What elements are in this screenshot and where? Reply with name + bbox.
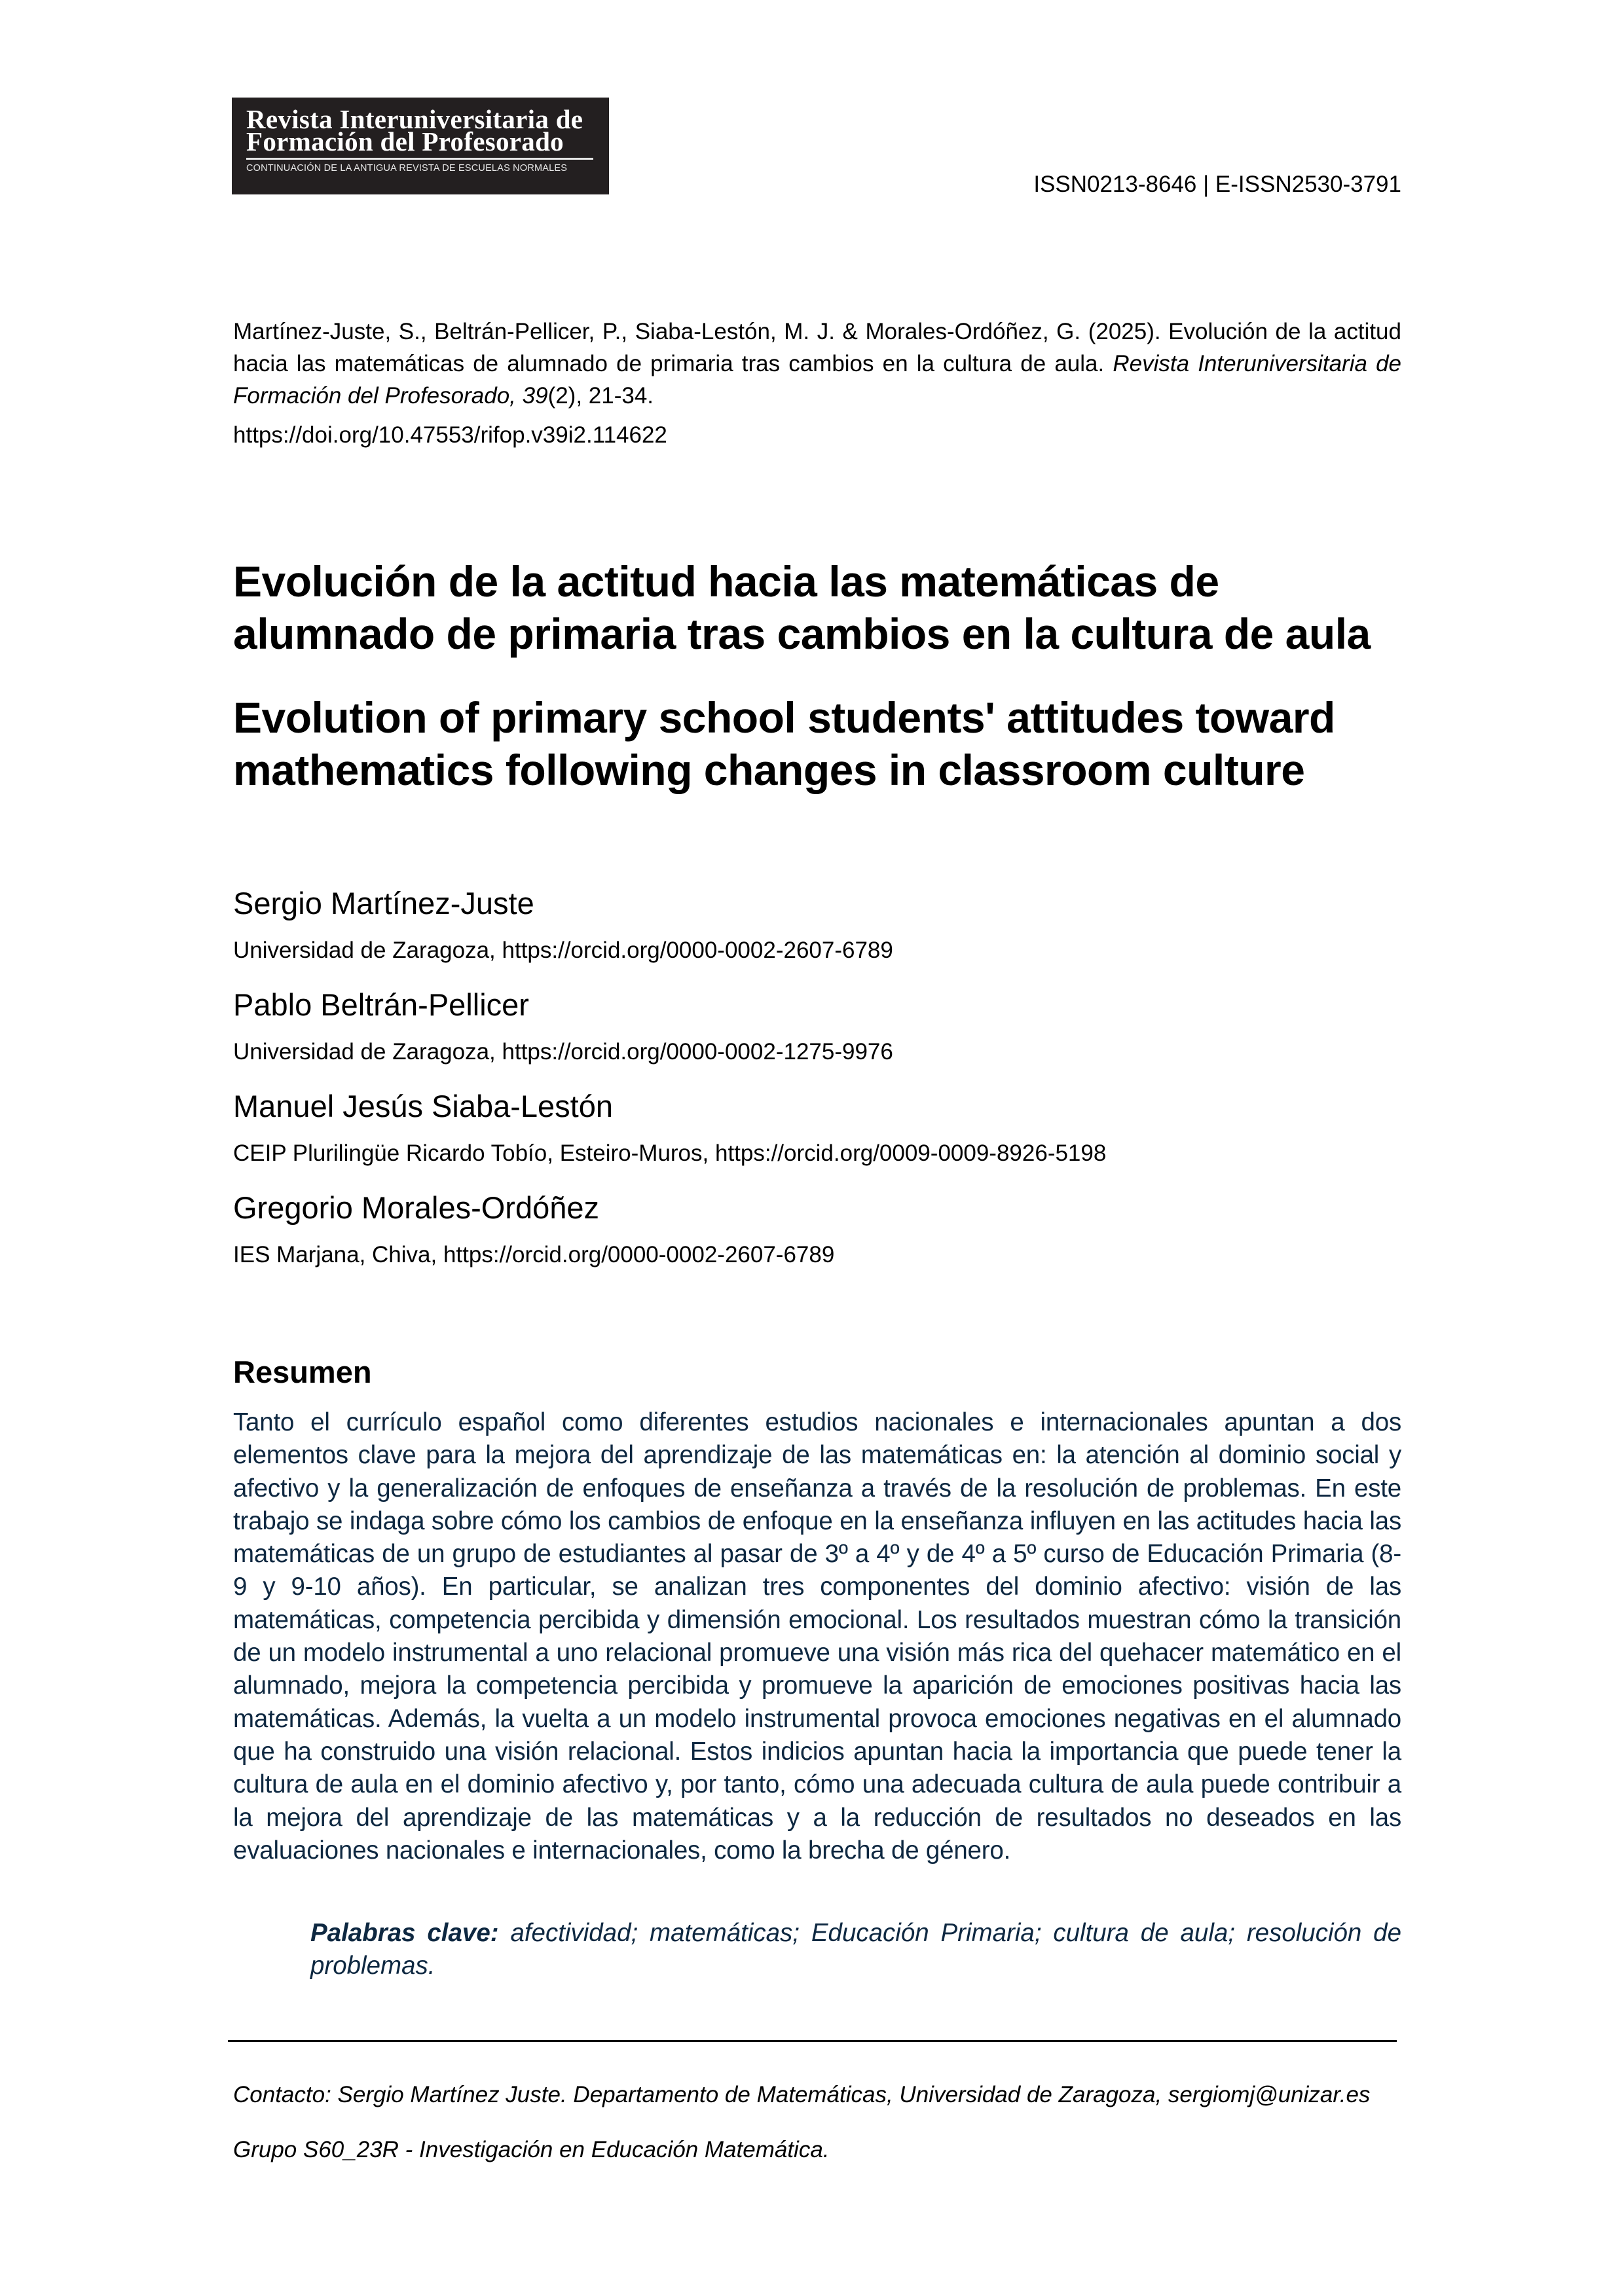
author-name-1: Sergio Martínez-Juste <box>233 886 534 920</box>
logo-divider <box>246 158 593 160</box>
author-name-4: Gregorio Morales-Ordóñez <box>233 1190 599 1225</box>
author-affiliation-2[interactable]: Universidad de Zaragoza, https://orcid.org/0000-0002-1275-9976 <box>233 1039 893 1065</box>
keywords-label: Palabras clave: <box>310 1919 499 1947</box>
citation-journal: Revista Interuniversitaria de Formación del Profesorado, <box>233 351 1401 409</box>
logo-title-line-2: Formación del Profesorado <box>246 126 564 156</box>
footer-contact: Contacto: Sergio Martínez Juste. Departamento de Matemáticas, Universidad de Zaragoza, sergiomj@unizar.es <box>233 2082 1371 2107</box>
author-affiliation-3[interactable]: CEIP Plurilingüe Ricardo Tobío, Esteiro-Muros, https://orcid.org/0009-0009-8926-5198 <box>233 1140 1107 1166</box>
keywords-list: afectividad; matemáticas; Educación Primaria; cultura de aula; resolución de problemas. <box>310 1919 1402 1980</box>
citation-issue-pages: (2), 21-34. <box>547 383 654 409</box>
citation-volume: 39 <box>522 383 548 409</box>
author-affiliation-1[interactable]: Universidad de Zaragoza, https://orcid.org/0000-0002-2607-6789 <box>233 938 893 963</box>
footer-research-group: Grupo S60_23R - Investigación en Educación Matemática. <box>233 2137 830 2162</box>
citation-text: Martínez-Juste, S., Beltrán-Pellicer, P., Siaba-Lestón, M. J. & Morales-Ordóñez, G. (2025). Evolución de la actitud hacia las matemáticas de alumnado de primaria tras cambios en la cultura de aula. <box>233 319 1401 376</box>
journal-logo <box>232 98 609 194</box>
doi-link[interactable]: https://doi.org/10.47553/rifop.v39i2.114622 <box>233 422 667 448</box>
abstract-heading: Resumen <box>233 1355 372 1389</box>
issn-label: ISSN0213-8646 | E-ISSN2530-3791 <box>1033 172 1401 197</box>
author-name-3: Manuel Jesús Siaba-Lestón <box>233 1089 614 1123</box>
keywords <box>310 1917 1401 1982</box>
title-spanish: Evolución de la actitud hacia las matemáticas de alumnado de primaria tras cambios en la cultura de aula <box>233 557 1371 658</box>
abstract-body: Tanto el currículo español como diferentes estudios nacionales e internacionales apuntan a dos elementos clave para la mejora del aprendizaje de las matemáticas en: la atención al dominio social y afectivo y la generalización de enfoques de enseñanza a través de la resolución de problemas. En este trabajo se indaga sobre cómo los cambios de enfoque en la enseñanza influyen en las actitudes hacia las matemáticas de un grupo de estudiantes al pasar de 3º a 4º y de 4º a 5º curso de Educación Primaria (8-9 y 9-10 años). En particular, se analizan tres componentes del dominio afectivo: visión de las matemáticas, competencia percibida y dimensión emocional. Los resultados muestran cómo la transición de un modelo instrumental a uno relacional promueve una visión más rica del quehacer matemático en el alumnado, mejora la competencia percibida y promueve la aparición de emociones positivas hacia las matemáticas. Además, la vuelta a un modelo instrumental provoca emociones negativas en el alumnado que ha construido una visión relacional. Estos indicios apuntan hacia la importancia que puede tener la cultura de aula en el dominio afectivo y, por tanto, cómo una adecuada cultura de aula puede contribuir a la mejora del aprendizaje de las matemáticas y a la reducción de resultados no deseados en las evaluaciones nacionales e internacionales, como la brecha de género. <box>233 1408 1401 1865</box>
title-english: Evolution of primary school students' attitudes toward mathematics following changes in classroom culture <box>233 693 1335 794</box>
citation <box>233 316 1401 412</box>
footer-divider <box>228 2040 1397 2042</box>
logo-title-line-1: Revista Interuniversitaria de <box>246 104 583 134</box>
author-name-2: Pablo Beltrán-Pellicer <box>233 987 529 1022</box>
logo-subtitle: CONTINUACIÓN DE LA ANTIGUA REVISTA DE ESCUELAS NORMALES <box>246 163 568 173</box>
author-affiliation-4[interactable]: IES Marjana, Chiva, https://orcid.org/0000-0002-2607-6789 <box>233 1242 835 1267</box>
